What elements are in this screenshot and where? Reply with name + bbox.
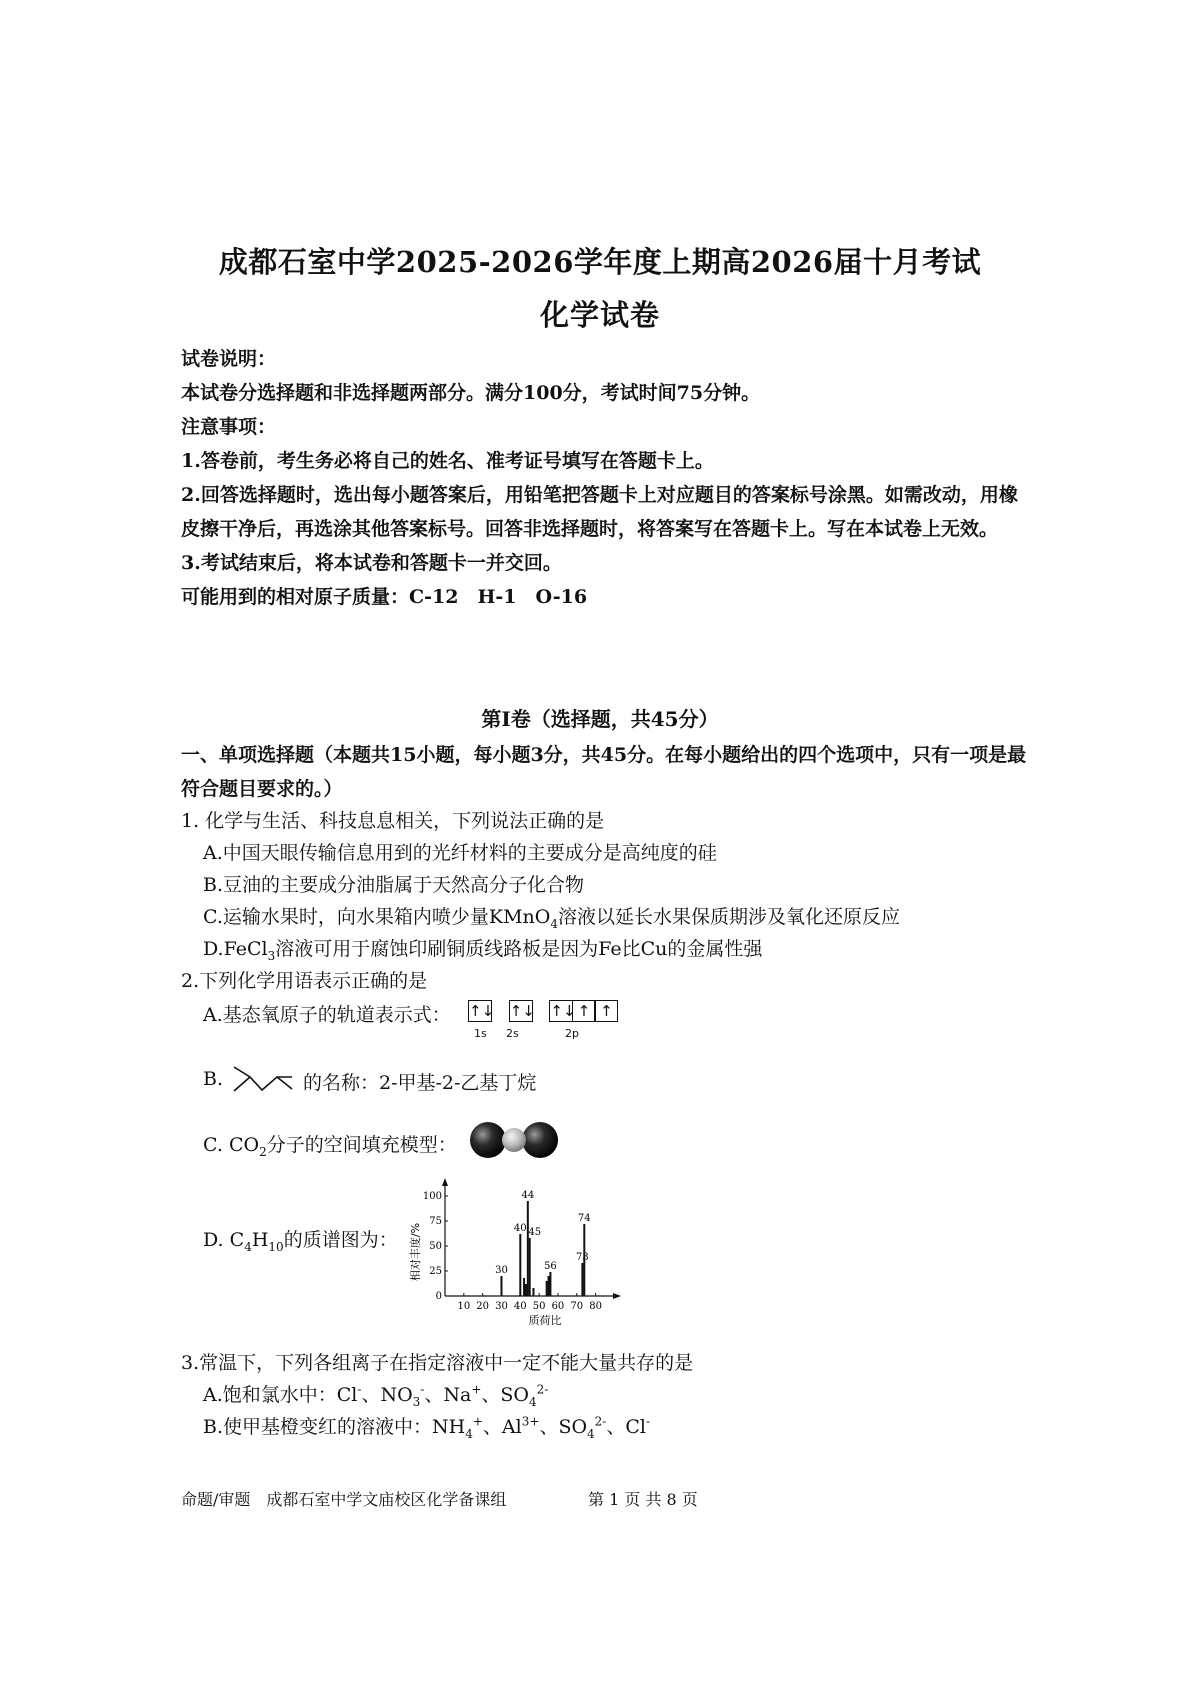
q1-option-b: B.豆油的主要成分油脂属于天然高分子化合物	[203, 874, 585, 896]
q2-option-b-text: 的名称：2-甲基-2-乙基丁烷	[303, 1072, 537, 1094]
orbital-label-2s: 2s	[506, 1027, 519, 1040]
q2-d-post: 的质谱图为：	[283, 1229, 398, 1251]
exam-notes	[181, 342, 1031, 614]
y-tick-label: 50	[429, 1241, 442, 1252]
q1-d-sub: 3	[267, 948, 276, 963]
notes-item3: 3.考试结束后，将本试卷和答题卡一并交回。	[181, 552, 562, 574]
q3-option-b: B.使甲基橙变红的溶液中：$NH_4^+$、$Al^{3+}$、$SO_4^{2-}$、Cl-	[203, 1414, 651, 1441]
notes-line1: 本试卷分选择题和非选择题两部分。满分100分，考试时间75分钟。	[181, 382, 761, 404]
y-tick-label: 25	[429, 1266, 442, 1277]
skeletal-formula-icon	[232, 1064, 294, 1094]
peak-label: 44	[521, 1190, 535, 1201]
notes-heading: 试卷说明：	[181, 348, 277, 370]
q3-b-text: B.使甲基橙变红的溶液中：	[203, 1416, 433, 1438]
q2-stem: 2.下列化学用语表示正确的是	[181, 970, 428, 992]
y-tick-label: 75	[429, 1216, 442, 1227]
q1-option-a: A.中国天眼传输信息用到的光纤材料的主要成分是高纯度的硅	[203, 842, 717, 864]
q2-c-post: 分子的空间填充模型：	[266, 1134, 457, 1156]
x-tick-label: 50	[532, 1301, 546, 1312]
q2-d-sub1: 4	[244, 1239, 252, 1254]
section-title: 第Ⅰ卷（选择题，共45分）	[481, 707, 719, 731]
section-instructions: 一、单项选择题（本题共15小题，每小题3分，共45分。在每小题给出的四个选项中，只有一项是最符合题目要求的。）	[181, 744, 1027, 800]
orbital-label-1s: 1s	[474, 1027, 487, 1040]
q1-c-sub: 4	[550, 916, 559, 931]
notes-item1: 1.答卷前，考生务必将自己的姓名、准考证号填写在答题卡上。	[181, 450, 714, 472]
footer-authors: 命题/审题 成都石室中学文庙校区化学备课组	[181, 1490, 507, 1509]
q2-c-pre: C. CO	[203, 1134, 260, 1156]
orbital-2p-2: ↑	[572, 1000, 596, 1022]
q1-c-pre: C.运输水果时，向水果箱内喷少量KMnO	[203, 906, 551, 928]
notes-heading2: 注意事项：	[181, 416, 277, 438]
y-axis-arrow	[442, 1178, 448, 1186]
co2-space-filling-model-icon	[468, 1120, 560, 1160]
x-axis-arrow	[613, 1293, 621, 1299]
notes-item2: 2.回答选择题时，选出每小题答案后，用铅笔把答题卡上对应题目的答案标号涂黑。如需改动，用橡皮擦干净后，再选涂其他答案标号。回答非选择题时，将答案写在答题卡上。写在本试卷上无效。	[181, 484, 1018, 540]
x-axis-label: 质荷比	[528, 1314, 562, 1327]
q2-c-sub: 2	[259, 1144, 267, 1159]
peak-label: 74	[577, 1213, 591, 1224]
q1-c-post: 溶液以延长水果保质期涉及氧化还原反应	[558, 906, 901, 928]
notes-masses: 可能用到的相对原子质量：C-12 H-1 O-16	[181, 586, 588, 608]
q1-d-post: 溶液可用于腐蚀印刷铜质线路板是因为Fe比Cu的金属性强	[275, 938, 763, 960]
q2-d-mid: H	[251, 1229, 269, 1251]
orbital-label-2p: 2p	[565, 1027, 579, 1040]
x-tick-label: 30	[495, 1301, 508, 1312]
q1-d-pre: D.FeCl	[203, 938, 268, 960]
y-tick-label: 100	[422, 1191, 442, 1202]
orbital-2s: ↑↓	[509, 1002, 535, 1020]
q1-option-c	[203, 902, 900, 931]
orbital-2p-1: ↑↓	[550, 1002, 576, 1020]
peak-label: 56	[544, 1261, 557, 1272]
exam-subtitle: 化学试卷	[539, 298, 660, 332]
q2-option-a: A.基态氧原子的轨道表示式：	[203, 1004, 451, 1026]
q2-option-d	[203, 1225, 398, 1254]
peak-label: 45	[528, 1227, 542, 1238]
peak-label: 30	[495, 1265, 508, 1276]
x-tick-label: 80	[589, 1301, 602, 1312]
q1-option-d	[203, 934, 762, 963]
q2-option-c	[203, 1130, 457, 1159]
y-tick-label: 0	[435, 1291, 442, 1302]
footer-page-number: 第 1 页 共 8 页	[588, 1490, 698, 1509]
x-tick-label: 70	[570, 1301, 584, 1312]
mass-spectrum-chart	[400, 1168, 640, 1328]
exam-title: 成都石室中学2025-2026学年度上期高2026届十月考试	[218, 245, 982, 279]
q1-stem: 1. 化学与生活、科技息息相关，下列说法正确的是	[181, 810, 605, 832]
q3-option-a: A.饱和氯水中：Cl-、$NO_3^-$、Na+、$SO_4^{2-}$	[203, 1382, 549, 1409]
q2-d-pre: D. C	[203, 1229, 245, 1251]
orbital-1s: ↑↓	[469, 1002, 495, 1020]
x-tick-label: 40	[513, 1301, 527, 1312]
orbital-diagram	[468, 1000, 617, 1028]
peak-label: 73	[576, 1252, 589, 1263]
q3-stem: 3.常温下，下列各组离子在指定溶液中一定不能大量共存的是	[181, 1352, 694, 1374]
peak-label: 40	[513, 1223, 527, 1234]
x-tick-label: 60	[551, 1301, 565, 1312]
y-axis-label: 相对丰度/%	[409, 1222, 422, 1282]
orbital-2p-3: ↑	[594, 1000, 618, 1022]
x-tick-label: 10	[457, 1301, 471, 1312]
q2-d-sub2: 10	[268, 1239, 284, 1254]
q2-option-b-letter: B.	[203, 1068, 224, 1090]
q3-a-text: A.饱和氯水中：	[203, 1384, 337, 1406]
x-tick-label: 20	[476, 1301, 490, 1312]
